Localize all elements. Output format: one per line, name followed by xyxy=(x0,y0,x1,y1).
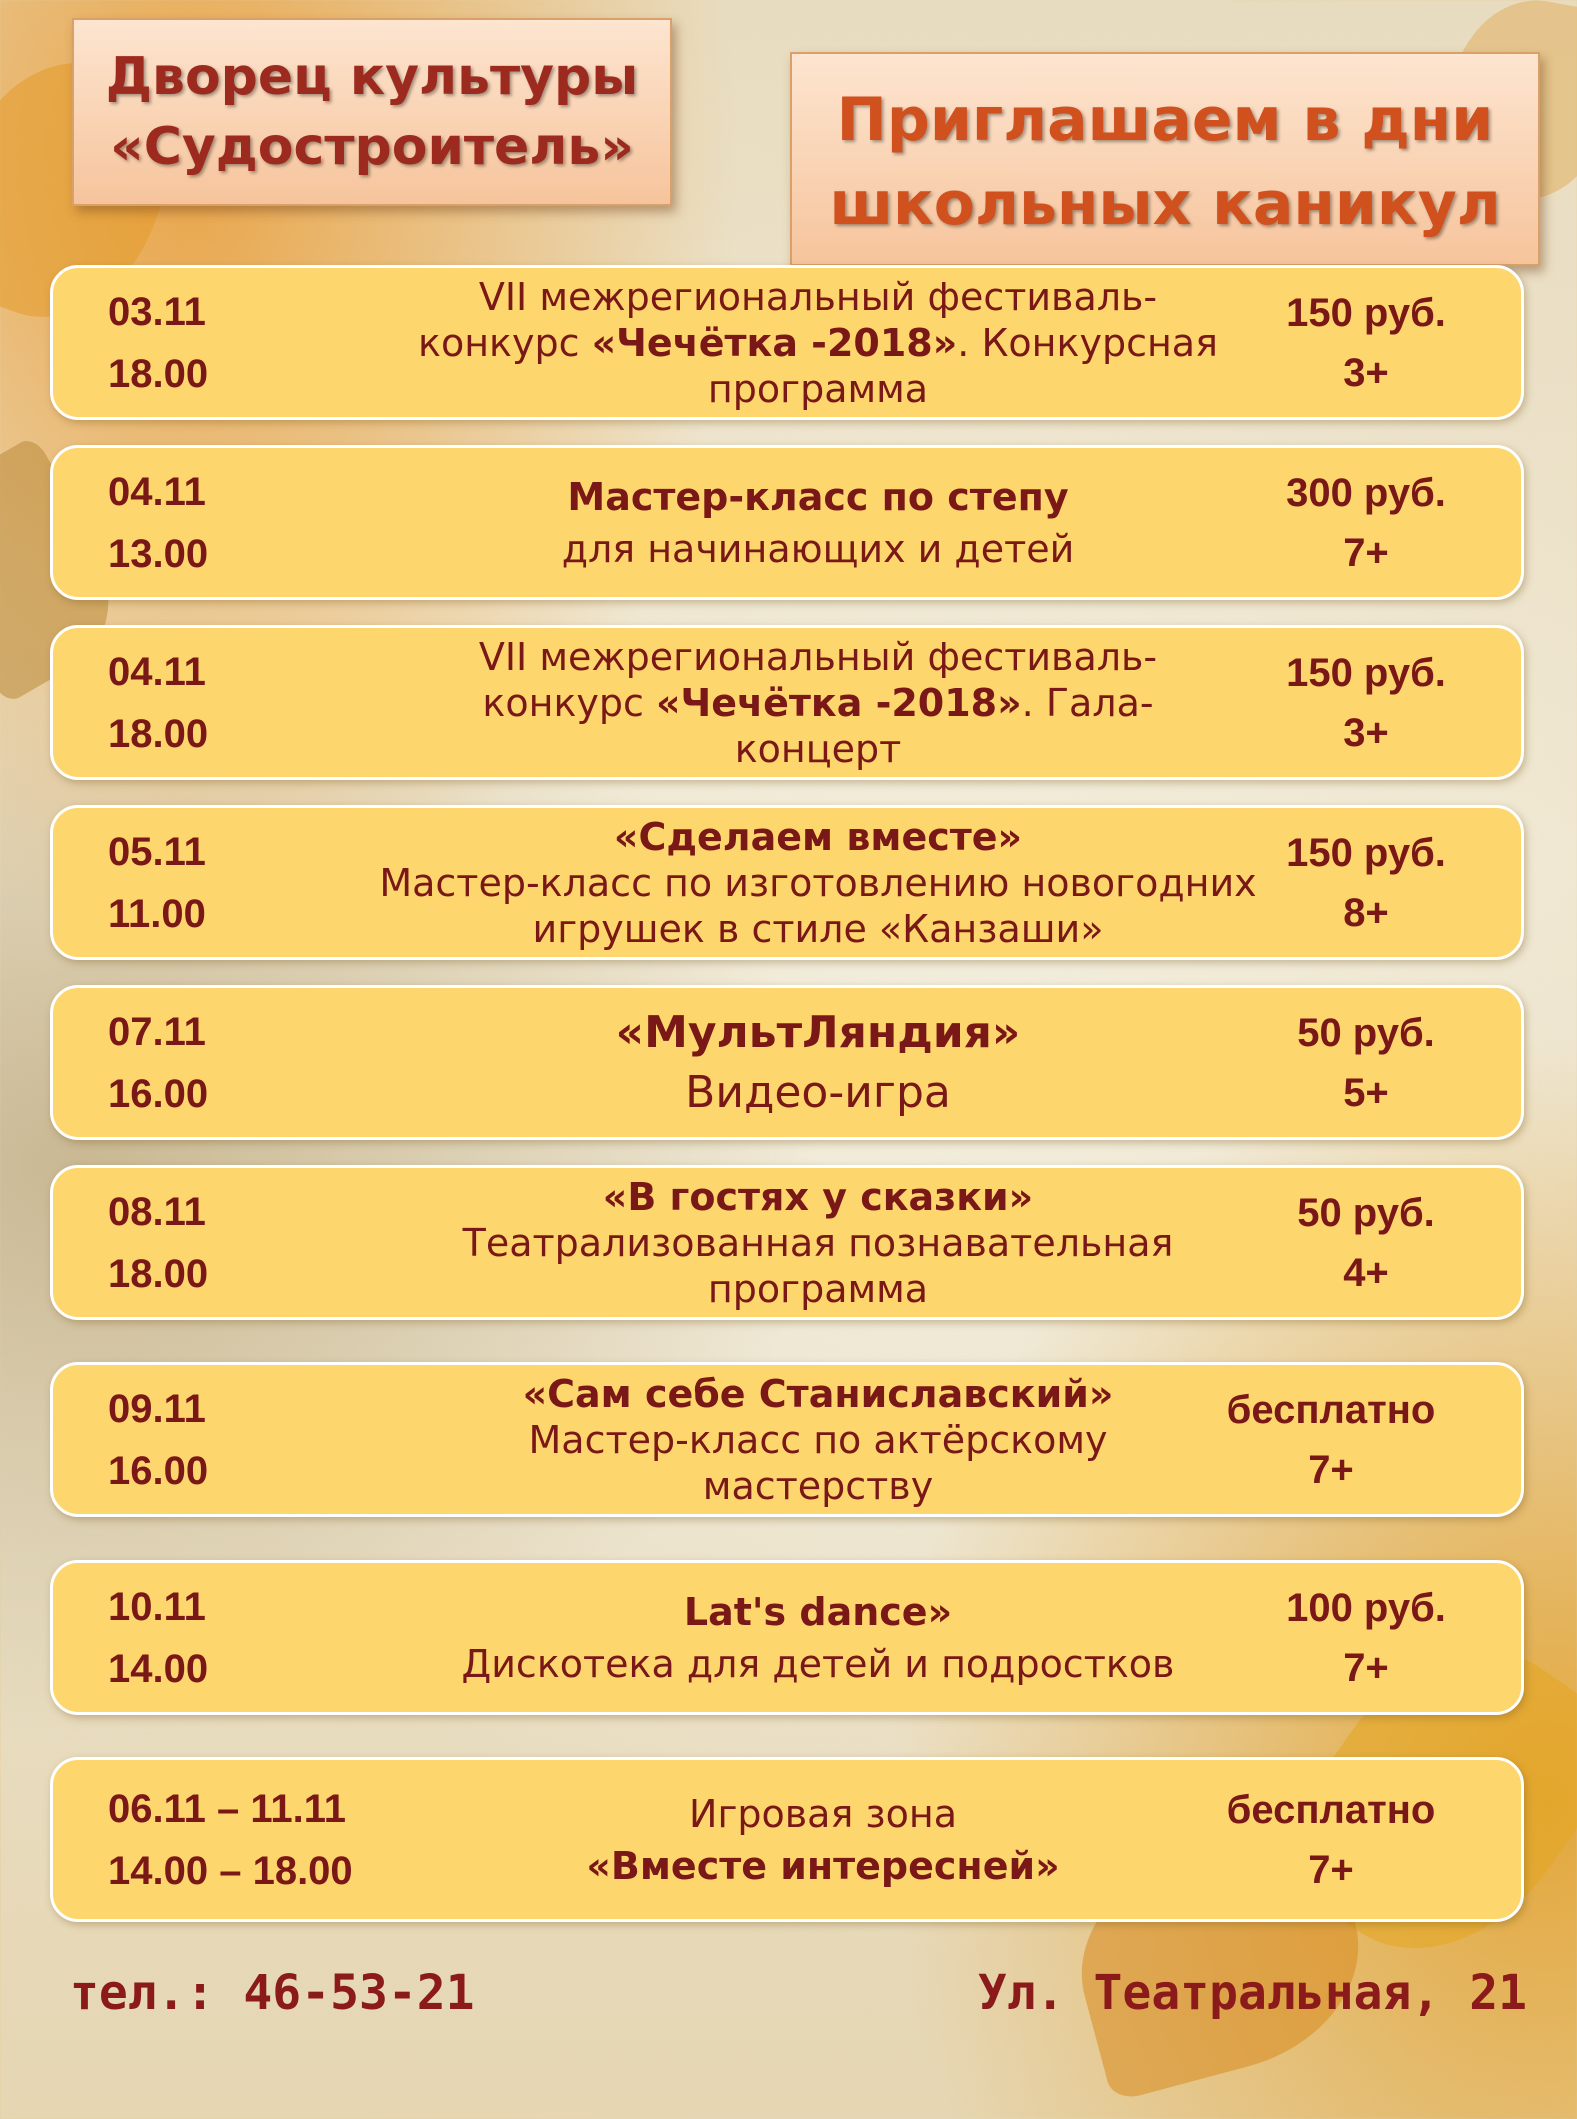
event-desc: программа xyxy=(707,1266,929,1311)
event-price: 150 руб. xyxy=(1286,830,1446,875)
event-line xyxy=(323,320,1313,366)
event-title xyxy=(323,1371,1313,1417)
event-card xyxy=(50,1757,1524,1922)
event-time: 18.00 xyxy=(108,1251,209,1296)
event-description xyxy=(323,988,1313,1137)
event-description xyxy=(323,1365,1313,1514)
event-name: «Чечётка -2018» xyxy=(656,680,1022,725)
event-price: 300 руб. xyxy=(1286,470,1446,515)
event-card xyxy=(50,445,1524,600)
event-price-age xyxy=(1241,448,1491,597)
event-age: 4+ xyxy=(1343,1250,1389,1295)
event-line: программа xyxy=(707,366,929,411)
event-desc: Видео-игра xyxy=(685,1066,951,1118)
event-card xyxy=(50,265,1524,420)
event-time: 13.00 xyxy=(108,531,209,576)
event-age: 8+ xyxy=(1343,890,1389,935)
event-age: 3+ xyxy=(1343,710,1389,755)
invitation-title-line2: школьных каникул xyxy=(829,169,1501,239)
event-card xyxy=(50,1362,1524,1517)
event-title xyxy=(323,471,1313,523)
invitation-title-line1: Приглашаем в дни xyxy=(836,85,1494,155)
event-card xyxy=(50,625,1524,780)
event-price: 150 руб. xyxy=(1286,650,1446,695)
event-description xyxy=(413,1760,1233,1919)
event-name: Мастер-класс по степу xyxy=(567,474,1069,519)
event-title xyxy=(323,1586,1313,1638)
event-name: «Сделаем вместе» xyxy=(613,814,1023,859)
event-date: 06.11 – 11.11 xyxy=(108,1786,347,1831)
organization-title-line2: «Судостроитель» xyxy=(110,117,634,177)
event-price-age xyxy=(1241,268,1491,417)
event-title xyxy=(323,1003,1313,1063)
event-time: 18.00 xyxy=(108,351,209,396)
event-line xyxy=(323,680,1313,726)
event-price-age xyxy=(1181,1760,1481,1919)
event-line: VII межрегиональный фестиваль- xyxy=(478,274,1158,319)
event-price: 100 руб. xyxy=(1286,1585,1446,1630)
event-description xyxy=(323,268,1313,417)
event-card xyxy=(50,805,1524,960)
organization-title xyxy=(72,18,672,206)
event-price-age xyxy=(1241,1168,1491,1317)
organization-title-line1: Дворец культуры xyxy=(105,47,639,107)
event-desc: Театрализованная познавательная xyxy=(462,1220,1174,1265)
event-desc: Мастер-класс по актёрскому xyxy=(528,1417,1108,1462)
event-name: «Сам себе Станиславский» xyxy=(522,1371,1114,1416)
event-title xyxy=(413,1840,1233,1892)
event-price-age xyxy=(1241,988,1491,1137)
event-time: 18.00 xyxy=(108,711,209,756)
invitation-title xyxy=(790,52,1540,266)
event-description xyxy=(323,628,1313,777)
event-desc: Мастер-класс по изготовлению новогодних xyxy=(379,860,1257,905)
event-name: «В гостях у сказки» xyxy=(602,1174,1034,1219)
event-date: 04.11 xyxy=(108,469,206,514)
event-card xyxy=(50,985,1524,1140)
event-price: 50 руб. xyxy=(1297,1190,1435,1235)
event-line-text: . Конкурсная xyxy=(957,320,1218,365)
event-date: 08.11 xyxy=(108,1189,206,1234)
event-description xyxy=(323,808,1313,957)
event-age: 7+ xyxy=(1308,1847,1354,1892)
event-price: бесплатно xyxy=(1226,1787,1436,1832)
event-description xyxy=(323,1168,1313,1317)
event-line-text: конкурс xyxy=(418,320,592,365)
contact-address: Ул. Театральная, 21 xyxy=(977,1965,1527,2021)
event-desc: игрушек в стиле «Канзаши» xyxy=(532,906,1104,951)
event-age: 7+ xyxy=(1343,530,1389,575)
event-line-text: конкурс xyxy=(482,680,656,725)
event-line: VII межрегиональный фестиваль- xyxy=(478,634,1158,679)
event-name: «Чечётка -2018» xyxy=(591,320,958,365)
event-time: 16.00 xyxy=(108,1071,209,1116)
event-name: «МультЛяндия» xyxy=(615,1006,1021,1058)
event-time: 16.00 xyxy=(108,1448,209,1493)
event-price-age xyxy=(1241,628,1491,777)
event-date: 03.11 xyxy=(108,289,206,334)
event-desc: Дискотека для детей и подростков xyxy=(461,1641,1175,1686)
event-desc: для начинающих и детей xyxy=(561,526,1075,571)
event-price-age xyxy=(1241,1563,1491,1712)
event-price-age xyxy=(1181,1365,1481,1514)
event-price: 50 руб. xyxy=(1297,1010,1435,1055)
event-description xyxy=(323,448,1313,597)
event-time: 14.00 xyxy=(108,1646,209,1691)
event-card xyxy=(50,1165,1524,1320)
event-line: концерт xyxy=(734,726,902,771)
event-age: 5+ xyxy=(1343,1070,1389,1115)
event-date: 10.11 xyxy=(108,1584,206,1629)
event-title xyxy=(323,814,1313,860)
event-line-text: . Гала- xyxy=(1021,680,1154,725)
event-price-age xyxy=(1241,808,1491,957)
event-name: Lat's dance» xyxy=(683,1589,953,1634)
event-price: бесплатно xyxy=(1226,1387,1436,1432)
event-date: 05.11 xyxy=(108,829,206,874)
event-name: «Вместе интересней» xyxy=(586,1843,1060,1888)
contact-phone: тел.: 46-53-21 xyxy=(70,1965,475,2021)
event-card xyxy=(50,1560,1524,1715)
event-time: 14.00 – 18.00 xyxy=(108,1848,353,1893)
event-age: 7+ xyxy=(1343,1645,1389,1690)
event-description xyxy=(323,1563,1313,1712)
event-desc: Игровая зона xyxy=(689,1791,957,1836)
event-time: 11.00 xyxy=(108,891,206,936)
event-date: 09.11 xyxy=(108,1386,206,1431)
event-desc: мастерству xyxy=(702,1463,934,1508)
event-title xyxy=(323,1174,1313,1220)
event-age: 7+ xyxy=(1308,1447,1354,1492)
event-date: 07.11 xyxy=(108,1009,206,1054)
event-price: 150 руб. xyxy=(1286,290,1446,335)
event-date: 04.11 xyxy=(108,649,206,694)
event-age: 3+ xyxy=(1343,350,1389,395)
